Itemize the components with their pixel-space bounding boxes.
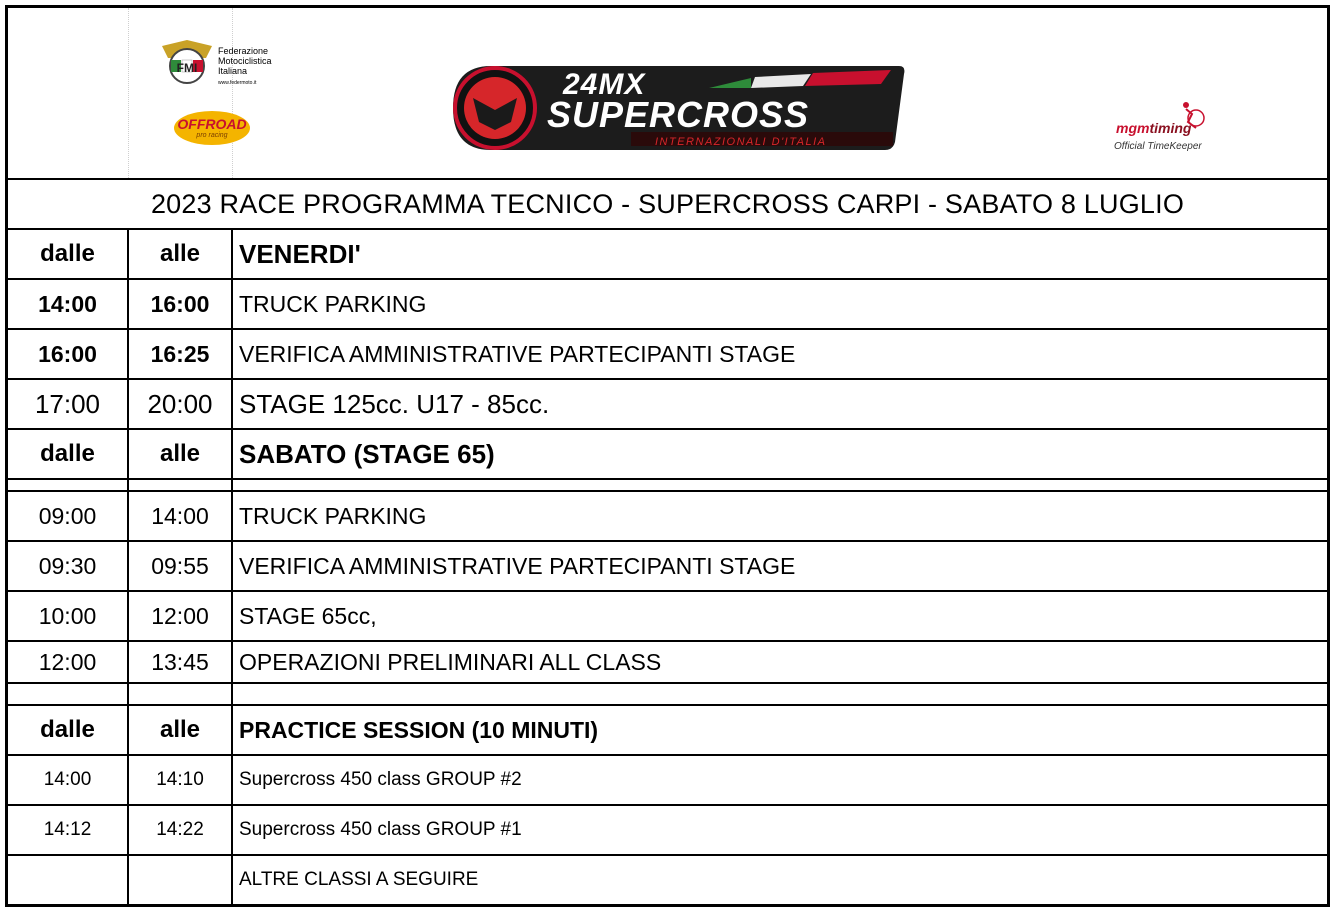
cell-activity [233, 684, 1327, 704]
fmi-name [218, 46, 272, 76]
table-row [8, 592, 1327, 642]
cell-to: 12:00 [129, 592, 233, 640]
cell-to: 14:22 [129, 806, 233, 854]
svg-text:FMI: FMI [176, 61, 198, 75]
cell-from: 14:12 [8, 806, 129, 854]
cell-to [129, 684, 233, 704]
table-row [8, 542, 1327, 592]
cell-to: 14:10 [129, 756, 233, 804]
cell-activity: VERIFICA AMMINISTRATIVE PARTECIPANTI STAGE [239, 340, 796, 367]
cell-from [8, 480, 129, 490]
fmi-line-3: Italiana [218, 66, 248, 76]
cell-activity: TRUCK PARKING [239, 290, 427, 317]
table-row [8, 280, 1327, 330]
grid-line [128, 8, 129, 178]
mgm-wordmark [1116, 120, 1191, 136]
cell-from: 14:00 [8, 756, 129, 804]
cell-to [129, 480, 233, 490]
cell-to [129, 856, 233, 904]
table-header-row [8, 230, 1327, 280]
cell-to: 13:45 [129, 642, 233, 682]
cell-activity: STAGE 125cc. U17 - 85cc. [239, 388, 550, 419]
fmi-website: www.federmoto.it [218, 80, 257, 86]
col-alle-header: alle [129, 430, 233, 478]
cell-from [8, 856, 129, 904]
fmi-logo [158, 36, 288, 96]
cell-activity [233, 480, 1327, 490]
offroad-wordmark: OFFROAD [177, 116, 247, 132]
table-header-row [8, 430, 1327, 480]
spacer-row [8, 684, 1327, 706]
mgm-word-a: mgm [1116, 120, 1150, 136]
fmi-line-1: Federazione [218, 46, 269, 56]
programme-sheet [5, 5, 1330, 907]
supercross-logo [451, 62, 906, 154]
cell-activity: TRUCK PARKING [239, 502, 427, 529]
fmi-line-2: Motociclistica [218, 56, 272, 66]
cell-to: 16:25 [129, 330, 233, 378]
cell-from: 17:00 [8, 380, 129, 428]
cell-activity: OPERAZIONI PRELIMINARI ALL CLASS [239, 648, 662, 675]
cell-activity: ALTRE CLASSI A SEGUIRE [239, 869, 479, 890]
section-title: VENERDI' [239, 238, 361, 269]
cell-from: 10:00 [8, 592, 129, 640]
cell-activity: Supercross 450 class GROUP #2 [239, 769, 522, 790]
table-row [8, 642, 1327, 684]
col-dalle-header: dalle [8, 430, 129, 478]
cell-to: 09:55 [129, 542, 233, 590]
col-dalle-header: dalle [8, 230, 129, 278]
fmi-emblem-icon [158, 36, 216, 88]
cell-from: 16:00 [8, 330, 129, 378]
supercross-subtitle: INTERNAZIONALI D'ITALIA [655, 136, 827, 148]
mgm-tagline: Official TimeKeeper [1114, 141, 1202, 152]
section-title: SABATO (STAGE 65) [239, 438, 495, 469]
page-title: 2023 RACE PROGRAMMA TECNICO - SUPERCROSS CARPI - SABATO 8 LUGLIO [8, 178, 1327, 230]
table-row [8, 330, 1327, 380]
logo-header [8, 8, 1327, 178]
mgm-word-b: timing [1149, 120, 1192, 136]
cell-activity: STAGE 65cc, [239, 602, 377, 629]
offroad-tagline: pro racing [196, 132, 228, 139]
cell-activity: Supercross 450 class GROUP #1 [239, 819, 522, 840]
table-row [8, 856, 1327, 904]
col-alle-header: alle [129, 230, 233, 278]
cell-to: 20:00 [129, 380, 233, 428]
table-row [8, 492, 1327, 542]
supercross-wordmark: SUPERCROSS [547, 94, 810, 135]
table-row [8, 380, 1327, 430]
cell-to: 14:00 [129, 492, 233, 540]
spacer-row [8, 480, 1327, 492]
col-alle-header: alle [129, 706, 233, 754]
section-title: PRACTICE SESSION (10 MINUTI) [239, 716, 599, 743]
cell-to: 16:00 [129, 280, 233, 328]
table-row [8, 806, 1327, 856]
offroad-logo [172, 106, 252, 150]
cell-from: 09:30 [8, 542, 129, 590]
cell-from: 12:00 [8, 642, 129, 682]
cell-activity: VERIFICA AMMINISTRATIVE PARTECIPANTI STAGE [239, 552, 796, 579]
table-row [8, 756, 1327, 806]
table-header-row [8, 706, 1327, 756]
cell-from [8, 684, 129, 704]
cell-from: 14:00 [8, 280, 129, 328]
cell-from: 09:00 [8, 492, 129, 540]
supercross-brand-24mx: 24MX [563, 68, 646, 101]
mgm-timing-logo [1108, 100, 1218, 160]
col-dalle-header: dalle [8, 706, 129, 754]
